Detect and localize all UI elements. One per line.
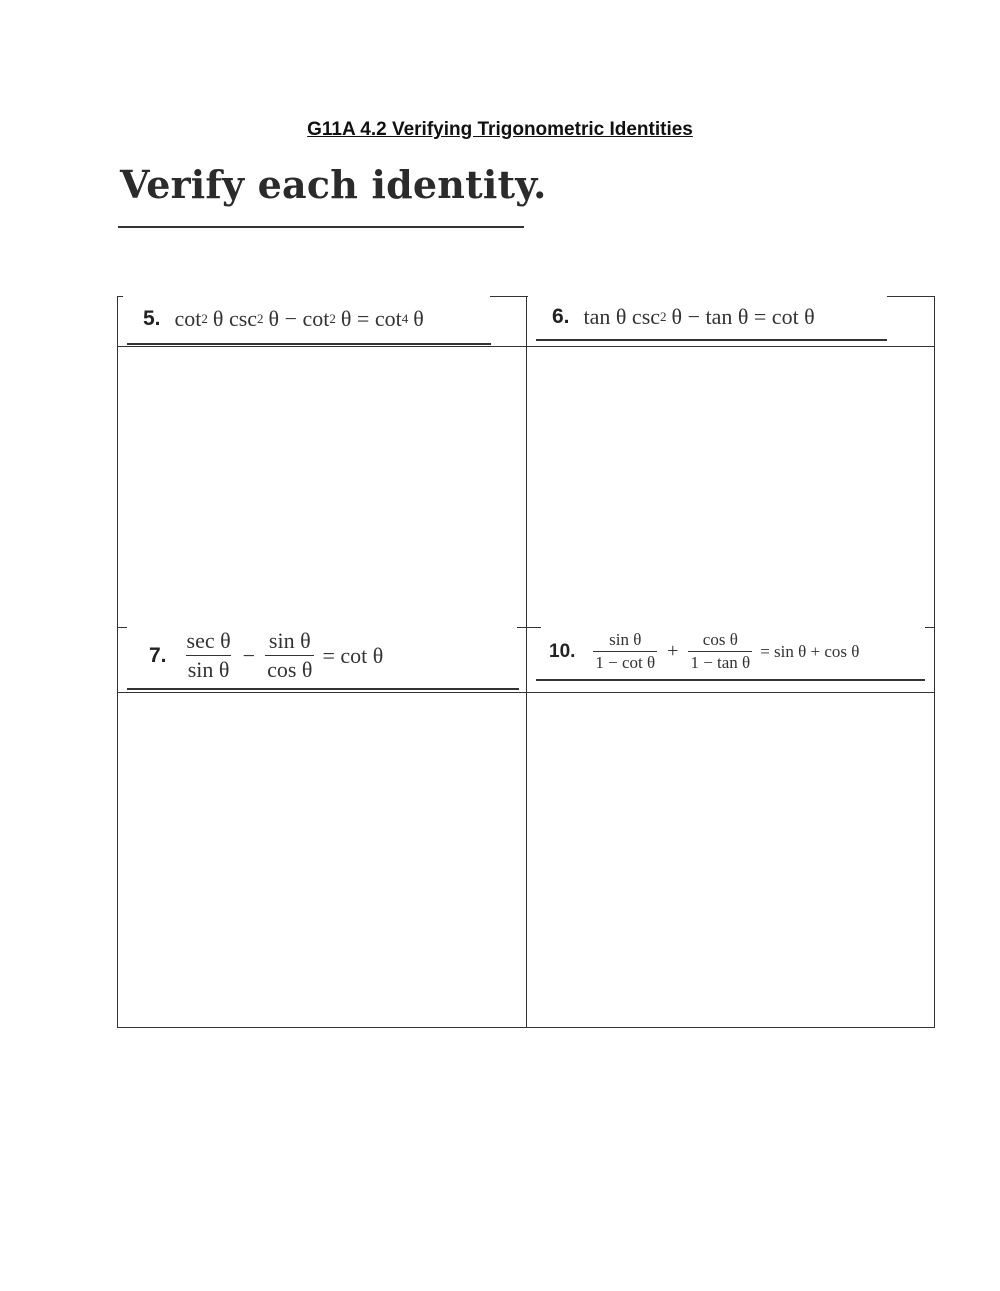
problem-5-term: θ [413, 306, 424, 331]
problem-5-work-area[interactable] [118, 348, 526, 627]
problem-5-term: θ − cot [268, 306, 330, 331]
fraction-denominator: cos θ [267, 657, 313, 682]
problem-10-underline [536, 679, 925, 681]
plus-operator: + [667, 640, 679, 662]
problem-7-work-area[interactable] [118, 694, 526, 1027]
fraction-denominator: 1 − cot θ [595, 653, 656, 672]
row2-top-middle-tick [517, 627, 541, 628]
fraction-denominator: sin θ [187, 657, 230, 682]
fraction-numerator: sin θ [609, 630, 642, 649]
heading-underline [118, 226, 524, 228]
problem-6-expression-part: tan θ csc [583, 304, 661, 329]
problem-5-term: θ csc [212, 306, 258, 331]
row2-header-separator [117, 692, 935, 693]
fraction-numerator: sec θ [186, 628, 231, 653]
grid-center-divider [526, 296, 527, 1028]
problem-7-underline [127, 688, 519, 690]
instructions-heading: Verify each identity. [120, 162, 547, 207]
minus-operator: − [242, 642, 256, 668]
fraction-numerator: sin θ [268, 628, 311, 653]
problem-6-work-area[interactable] [528, 348, 934, 627]
problem-10-number: 10. [549, 640, 576, 662]
problem-6-number: 6. [552, 305, 570, 328]
problem-6: 6. tan θ csc 2 θ − tan θ = cot θ [552, 304, 815, 329]
problem-5-term: cot [174, 306, 202, 331]
row2-top-right-tick [925, 627, 935, 628]
grid-top-middle-segment [490, 296, 528, 297]
fraction-numerator: cos θ [702, 630, 738, 649]
grid-top-right-segment [887, 296, 935, 297]
problem-5-term: θ = cot [340, 306, 402, 331]
problem-5-number: 5. [143, 307, 161, 330]
problem-5: 5. cot 2 θ csc 2 θ − cot 2 θ = cot 4 θ [143, 306, 424, 331]
row2-top-left-tick [117, 627, 127, 628]
row1-header-separator [117, 346, 935, 347]
problem-10-work-area[interactable] [528, 694, 934, 1027]
problem-6-underline [536, 339, 887, 341]
problem-7-number: 7. [149, 643, 167, 667]
problem-7-rhs: = cot θ [322, 642, 384, 668]
problem-7 [149, 628, 383, 683]
problem-5-underline [127, 343, 491, 345]
problem-10-fraction [593, 630, 657, 673]
problem-10 [549, 630, 859, 673]
grid-right-border [934, 296, 935, 1028]
problem-10-fraction [688, 630, 752, 673]
grid-top-left-tick [117, 296, 123, 297]
problem-7-fraction [185, 628, 233, 683]
fraction-denominator: 1 − tan θ [690, 653, 751, 672]
document-title: G11A 4.2 Verifying Trigonometric Identities [307, 119, 693, 140]
problem-6-expression-part: θ − tan θ = cot θ [671, 304, 815, 329]
problem-10-rhs: = sin θ + cos θ [760, 641, 860, 661]
problem-7-fraction [265, 628, 314, 683]
